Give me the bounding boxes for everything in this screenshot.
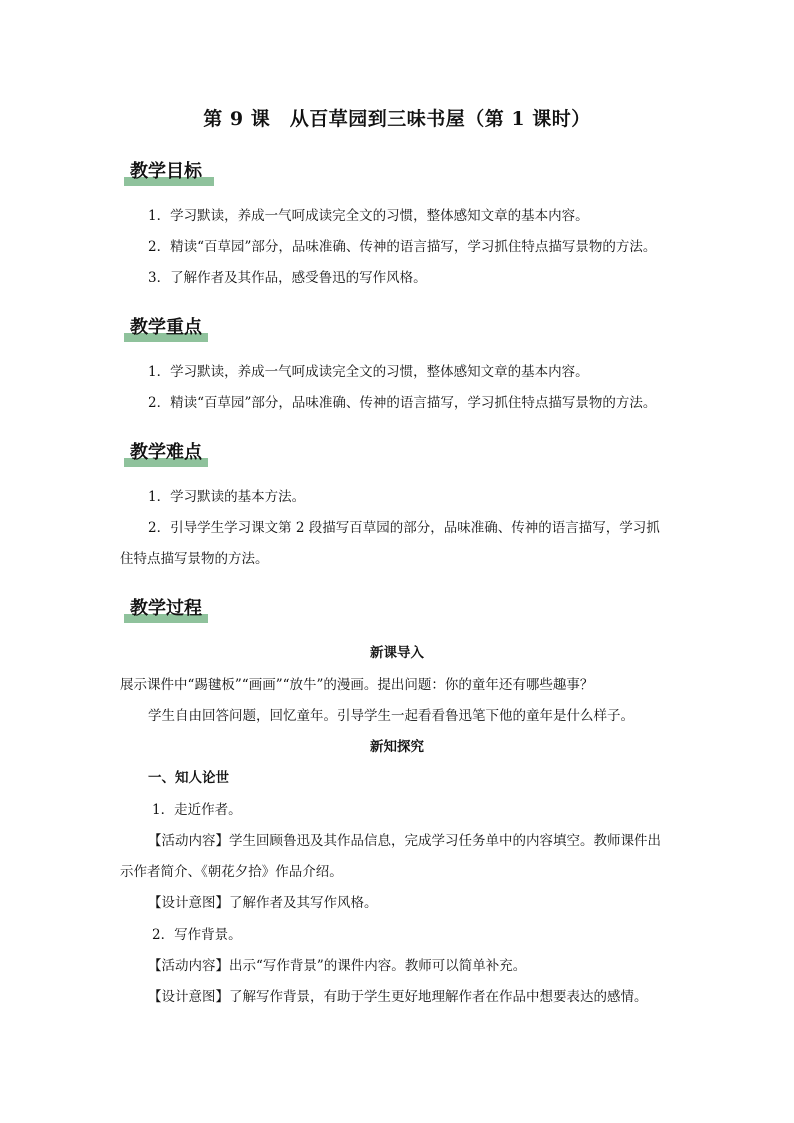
heading-goals <box>124 160 214 186</box>
process-line-1: 1．走近作者。 <box>152 802 242 818</box>
key-point-item-2: 2．精读“百草园”部分，品味准确、传神的语言描写，学习抓住特点描写景物的方法。 <box>148 395 657 411</box>
subheading-intro: 新课导入 <box>370 645 424 661</box>
difficulty-item-2: 2．引导学生学习课文第 2 段描写百草园的部分，品味准确、传神的语言描写，学习抓 <box>148 520 660 536</box>
heading-process <box>124 597 208 623</box>
lesson-title: 第 9 课 从百草园到三味书屋（第 1 课时） <box>203 108 591 130</box>
difficulty-item-2-cont: 住特点描写景物的方法。 <box>120 551 269 567</box>
intro-line-2: 学生自由回答问题，回忆童年。引导学生一起看看鲁迅笔下他的童年是什么样子。 <box>148 708 634 724</box>
process-line-5: 2．写作背景。 <box>152 927 242 943</box>
intro-line-1: 展示课件中“踢毽板”“画画”“放牛”的漫画。提出问题：你的童年还有哪些趣事？ <box>120 677 594 693</box>
goal-item-2: 2．精读“百草园”部分，品味准确、传神的语言描写，学习抓住特点描写景物的方法。 <box>148 239 657 255</box>
heading-process-text: 教学过程 <box>130 598 202 619</box>
process-line-3: 示作者简介、《朝花夕拾》作品介绍。 <box>120 864 343 880</box>
heading-key-points <box>124 316 208 342</box>
process-line-6: 【活动内容】出示“写作背景”的课件内容。教师可以简单补充。 <box>148 958 527 974</box>
heading-difficulties-text: 教学难点 <box>130 442 202 463</box>
process-line-2: 【活动内容】学生回顾鲁迅及其作品信息，完成学习任务单中的内容填空。教师课件出 <box>148 833 661 849</box>
subheading-explore: 新知探究 <box>370 739 424 755</box>
key-point-item-1: 1．学习默读，养成一气呵成读完全文的习惯，整体感知文章的基本内容。 <box>148 364 589 380</box>
heading-key-points-text: 教学重点 <box>130 317 202 338</box>
part-1-title: 一、知人论世 <box>148 770 229 786</box>
goal-item-1: 1．学习默读，养成一气呵成读完全文的习惯，整体感知文章的基本内容。 <box>148 208 589 224</box>
goal-item-3: 3．了解作者及其作品，感受鲁迅的写作风格。 <box>148 270 427 286</box>
process-line-4: 【设计意图】了解作者及其写作风格。 <box>148 895 378 911</box>
process-line-7: 【设计意图】了解写作背景，有助于学生更好地理解作者在作品中想要表达的感情。 <box>148 989 648 1005</box>
heading-difficulties <box>124 441 208 467</box>
difficulty-item-1: 1．学习默读的基本方法。 <box>148 489 306 505</box>
heading-goals-text: 教学目标 <box>130 161 202 182</box>
